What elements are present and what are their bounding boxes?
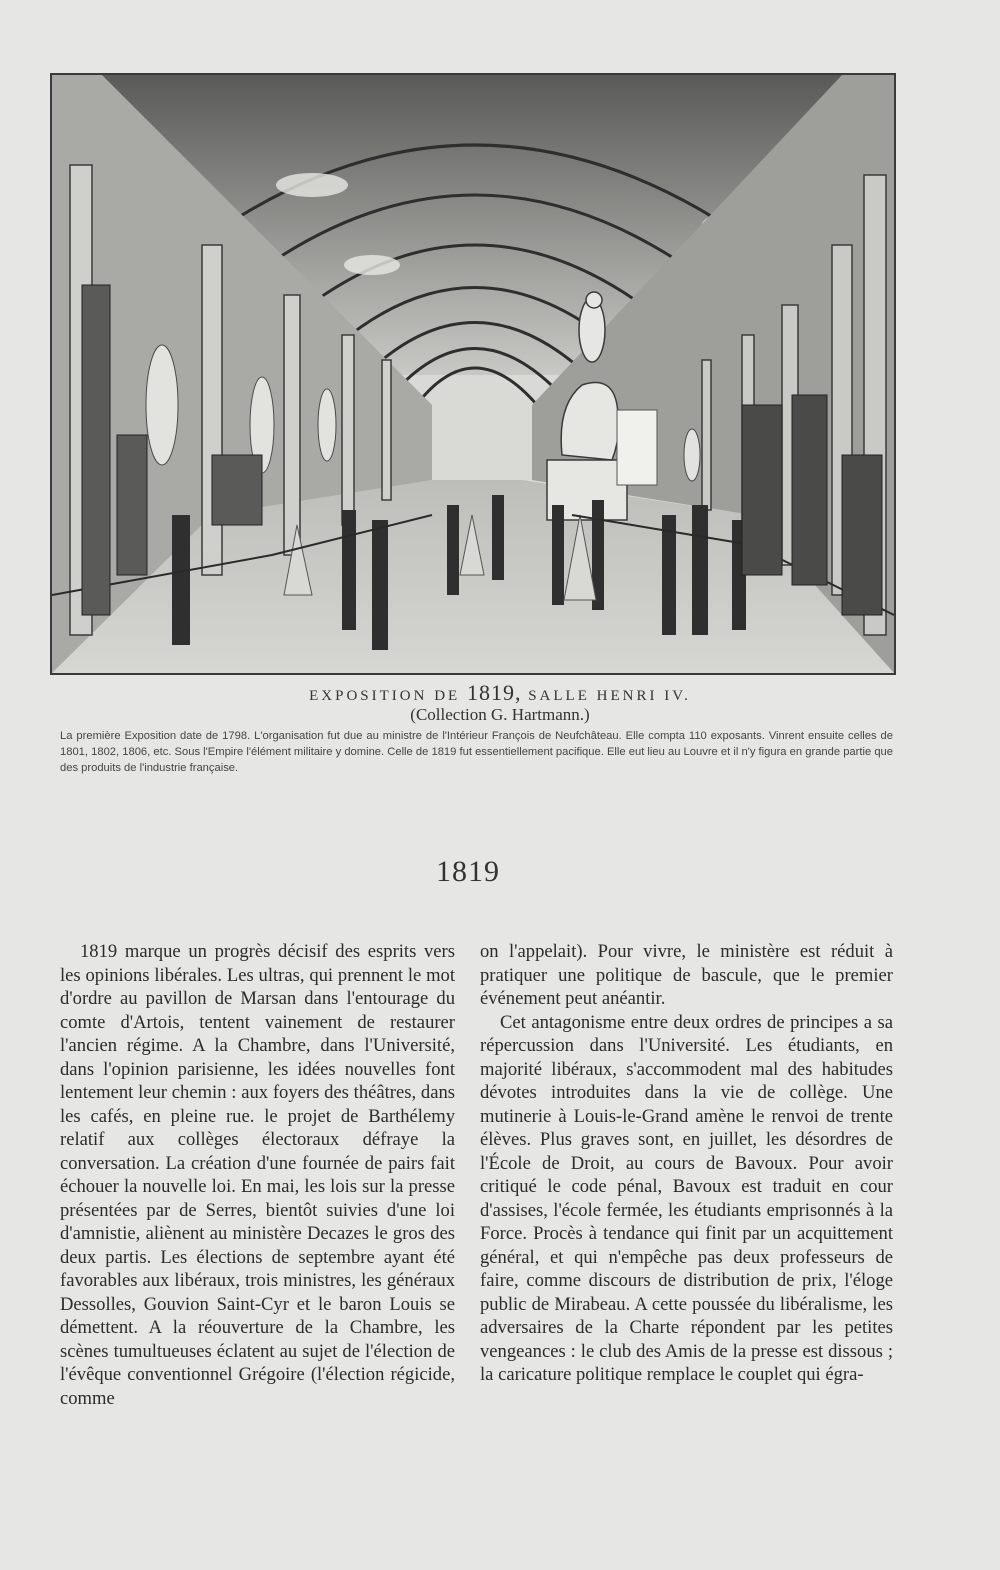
paragraph: on l'appelait). Pour vivre, le ministère est réduit à pratiquer une politique de bascule, que le premier événement peut anéantir. (480, 941, 893, 1009)
caption-text: La première Exposition date de 1798. L'organisation fut due au ministre de l'Intérieur François de Neufchâteau. Elle compta 110 exposants. Vinrent ensuite celles de 1801, 1802, 1806, etc. Sous l'Empire l'élément militaire y domine. Celle de 1819 fut essentiellement pacifique. Elle eut lieu au Louvre et il n'y figura en grande partie que des produits de l'industrie française. (60, 730, 893, 774)
caption-source: (Collection G. Hartmann.) (410, 705, 590, 724)
text-column-right (480, 940, 893, 1387)
caption-title-suffix: SALLE HENRI IV. (528, 688, 691, 704)
caption-title-year: 1819, (466, 680, 522, 705)
gallery-engraving-image (52, 75, 894, 673)
engraving-illustration (50, 73, 896, 675)
text-column-left (60, 940, 455, 1410)
paragraph: Cet antagonisme entre deux ordres de principes a sa répercussion dans l'Université. Les étudiants, en majorité libéraux, s'accommodent mal des habitudes dévotes introduites dans la vie de collège. Une mutinerie à Louis-le-Grand amène le renvoi de trente élèves. Plus graves sont, en juillet, les désordres de l'École de Droit, au cours de Bavoux. Pour avoir critiqué le code pénal, Bavoux est traduit en cour d'assises, l'école fermée, les étudiants emprisonnés à la Force. Procès à tendance qui finit par un acquittement général, et qui n'empêche pas deux professeurs de faire, comme discours de distribution de prix, l'éloge public de Mirabeau. A cette poussée du libéralisme, les adversaires de la Charte répondent par les petites vengeances : le club des Amis de la presse est dissous ; la caricature politique remplace le couplet qui égra- (480, 1011, 893, 1385)
paragraph: 1819 marque un progrès décisif des esprits vers les opinions libérales. Les ultras, qui prennent le mot d'ordre au pavillon de Marsan dans l'entourage du comte d'Artois, tentent vainement de restaurer l'ancien régime. A la Chambre, dans l'Université, dans l'opinion parisienne, les idées nouvelles font lentement leur chemin : aux foyers des théâtres, dans les cafés, en pleine rue. le projet de Barthélemy relatif aux collèges électoraux défraye la conversation. La création d'une fournée de pairs fait échouer la nouvelle loi. En mai, les lois sur la presse présentées par de Serres, bientôt suivies d'une loi d'amnistie, aliènent au ministère Decazes le gros des deux partis. Les élections de septembre ayant été favorables aux libéraux, trois ministres, les généraux Dessolles, Gouvion Saint-Cyr et le baron Louis se démettent. A la réouverture de la Chambre, les scènes tumultueuses éclatent au sujet de l'élection de l'évêque conventionnel Grégoire (l'élection régicide, comme (60, 941, 455, 1409)
caption-title (0, 680, 1000, 706)
caption-title-prefix: EXPOSITION DE (309, 688, 461, 704)
chapter-title: 1819 (436, 855, 500, 888)
